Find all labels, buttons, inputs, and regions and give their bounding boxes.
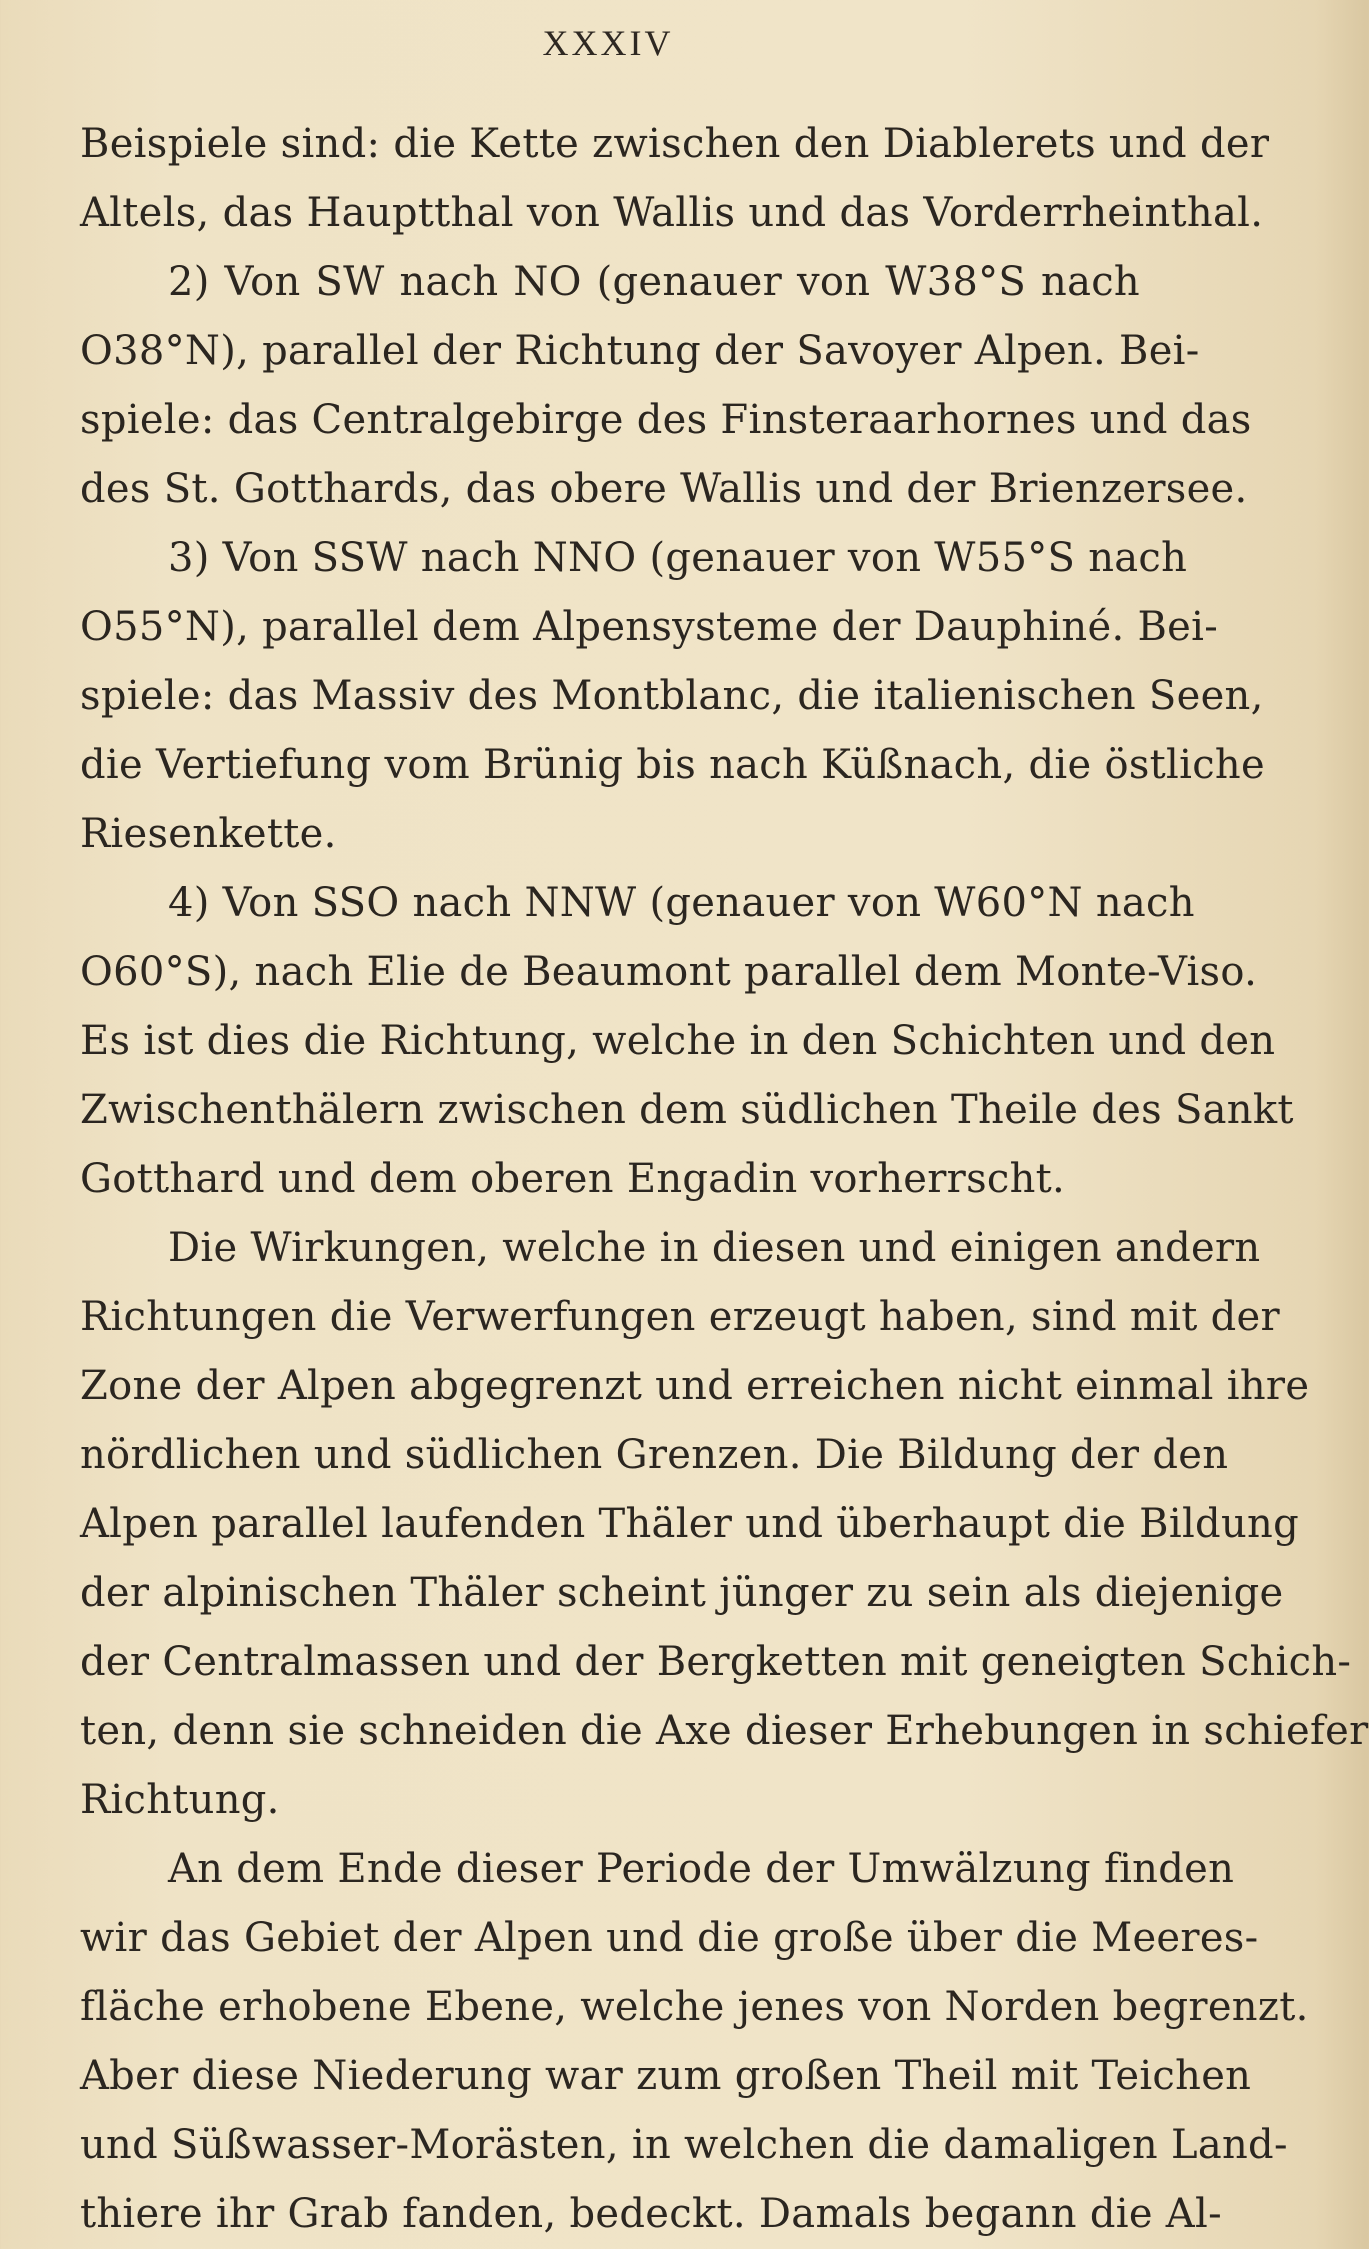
body-text <box>80 110 1369 2249</box>
text-line: Riesenkette. <box>80 811 337 857</box>
text-line: thiere ihr Grab fanden, bedeckt. Damals begann die Al- <box>80 2191 1222 2237</box>
paragraph <box>80 524 1265 869</box>
text-line: Beispiele sind: die Kette zwischen den Diablerets und der <box>80 121 1270 167</box>
paragraph <box>80 869 1294 1214</box>
text-line: die Vertiefung vom Brünig bis nach Küßnach, die östliche <box>80 742 1265 788</box>
text-line: O60°S), nach Elie de Beaumont parallel dem Monte-Viso. <box>80 949 1258 995</box>
text-line: ten, denn sie schneiden die Axe dieser Erhebungen in schiefer <box>80 1708 1369 1754</box>
text-line: Zwischenthälern zwischen dem südlichen Theile des Sankt <box>80 1087 1294 1133</box>
text-line: Es ist dies die Richtung, welche in den Schichten und den <box>80 1018 1276 1064</box>
text-line: Altels, das Hauptthal von Wallis und das Vorderrheinthal. <box>80 190 1264 236</box>
text-line: der alpinischen Thäler scheint jünger zu sein als diejenige <box>80 1570 1284 1616</box>
text-line: 4) Von SSO nach NNW (genauer von W60°N nach <box>168 880 1195 926</box>
text-line: Richtung. <box>80 1777 280 1823</box>
text-line: des St. Gotthards, das obere Wallis und der Brienzersee. <box>80 466 1248 512</box>
text-line: An dem Ende dieser Periode der Umwälzung finden <box>168 1846 1235 1892</box>
text-line: fläche erhobene Ebene, welche jenes von Norden begrenzt. <box>80 1984 1309 2030</box>
text-line: 3) Von SSW nach NNO (genauer von W55°S nach <box>168 535 1188 581</box>
text-line: Richtungen die Verwerfungen erzeugt haben, sind mit der <box>80 1294 1280 1340</box>
text-line: 2) Von SW nach NO (genauer von W38°S nach <box>168 259 1140 305</box>
text-line: O38°N), parallel der Richtung der Savoyer Alpen. Bei- <box>80 328 1200 374</box>
page-number: XXXIV <box>542 23 674 63</box>
paragraph <box>80 1214 1369 1835</box>
paragraph <box>80 248 1252 524</box>
text-line: O55°N), parallel dem Alpensysteme der Dauphiné. Bei- <box>80 604 1219 650</box>
text-line: Gotthard und dem oberen Engadin vorherrscht. <box>80 1156 1066 1202</box>
paragraph <box>80 1835 1309 2249</box>
paragraph <box>80 110 1270 248</box>
text-line: wir das Gebiet der Alpen und die große über die Meeres- <box>80 1915 1259 1961</box>
text-line: spiele: das Centralgebirge des Finsteraarhornes und das <box>80 397 1252 443</box>
text-line: spiele: das Massiv des Montblanc, die italienischen Seen, <box>80 673 1264 719</box>
text-line: Aber diese Niederung war zum großen Theil mit Teichen <box>80 2053 1252 2099</box>
text-line: nördlichen und südlichen Grenzen. Die Bildung der den <box>80 1432 1229 1478</box>
text-line: und Süßwasser-Morästen, in welchen die damaligen Land- <box>80 2122 1288 2168</box>
text-line: Alpen parallel laufenden Thäler und überhaupt die Bildung <box>80 1501 1299 1547</box>
text-line: Zone der Alpen abgegrenzt und erreichen nicht einmal ihre <box>80 1363 1310 1409</box>
text-line: der Centralmassen und der Bergketten mit geneigten Schich- <box>80 1639 1352 1685</box>
text-line: Die Wirkungen, welche in diesen und einigen andern <box>168 1225 1261 1271</box>
